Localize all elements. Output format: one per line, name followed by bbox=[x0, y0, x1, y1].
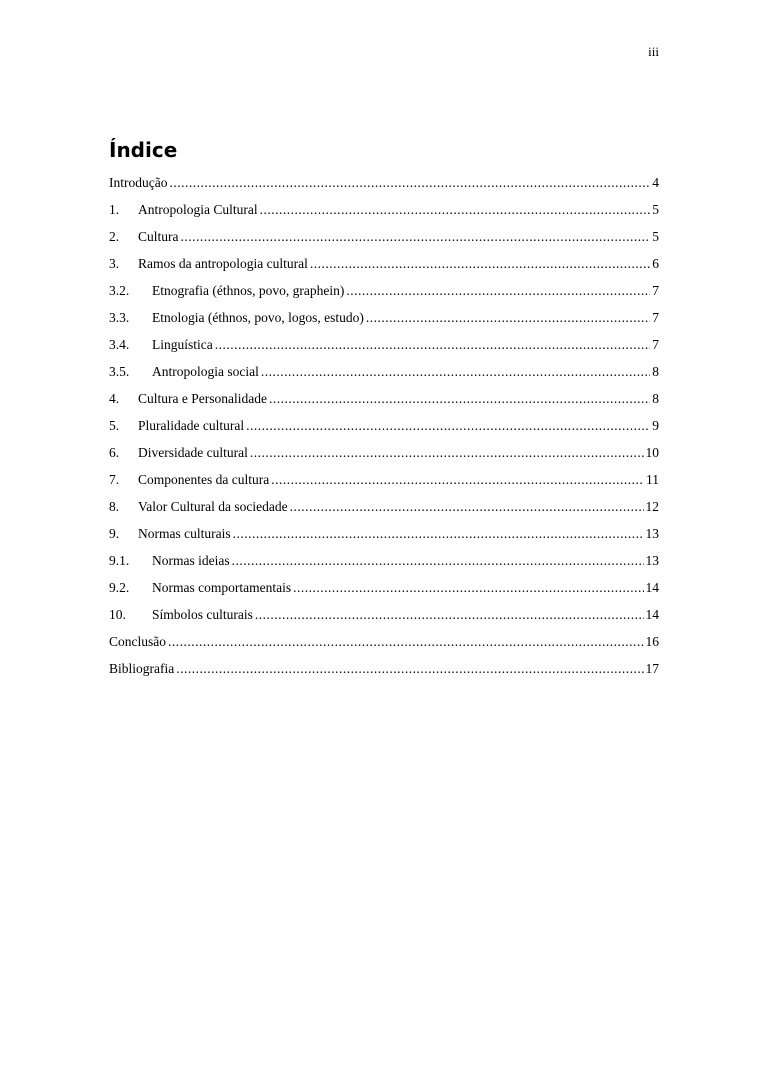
toc-entry-title: Símbolos culturais bbox=[152, 607, 253, 622]
toc-dot-leader bbox=[290, 493, 644, 520]
toc-entry[interactable] bbox=[109, 169, 659, 196]
toc-dot-leader bbox=[176, 655, 643, 682]
toc-entry-title: Pluralidade cultural bbox=[138, 418, 245, 433]
toc-dot-leader bbox=[261, 358, 650, 385]
toc-entry-title: Cultura bbox=[138, 229, 179, 244]
toc-dot-leader bbox=[169, 169, 650, 196]
toc-dot-leader bbox=[260, 196, 651, 223]
toc-entry-number: 8. bbox=[109, 499, 120, 514]
toc-entry-title: Bibliografia bbox=[109, 661, 175, 676]
toc-entry[interactable] bbox=[109, 277, 659, 304]
toc-entry-number: 3.5. bbox=[109, 364, 130, 379]
toc-dot-leader bbox=[232, 547, 644, 574]
toc-entry-page: 13 bbox=[645, 553, 659, 568]
toc-entry-number: 9. bbox=[109, 526, 120, 541]
toc-entry[interactable] bbox=[109, 547, 659, 574]
toc-entry[interactable] bbox=[109, 439, 659, 466]
toc-dot-leader bbox=[168, 628, 644, 655]
toc-entry-number: 3.2. bbox=[109, 283, 130, 298]
toc-dot-leader bbox=[293, 574, 643, 601]
toc-entry-page: 4 bbox=[652, 175, 659, 190]
toc-entry-page: 13 bbox=[645, 526, 659, 541]
table-of-contents bbox=[109, 169, 659, 682]
toc-entry-title: Cultura e Personalidade bbox=[138, 391, 267, 406]
toc-entry-number: 5. bbox=[109, 418, 120, 433]
toc-entry-title: Etnografia (éthnos, povo, graphein) bbox=[152, 283, 345, 298]
toc-entry[interactable] bbox=[109, 385, 659, 412]
toc-entry-page: 9 bbox=[652, 418, 659, 433]
toc-entry-page: 17 bbox=[645, 661, 659, 676]
toc-dot-leader bbox=[271, 466, 644, 493]
toc-entry-page: 7 bbox=[652, 337, 659, 352]
toc-entry-title: Normas ideias bbox=[152, 553, 230, 568]
toc-entry[interactable] bbox=[109, 331, 659, 358]
toc-entry-number: 7. bbox=[109, 472, 120, 487]
toc-entry[interactable] bbox=[109, 412, 659, 439]
toc-entry-number: 9.1. bbox=[109, 553, 130, 568]
toc-entry-title: Linguística bbox=[152, 337, 213, 352]
toc-entry-page: 8 bbox=[652, 391, 659, 406]
toc-entry[interactable] bbox=[109, 466, 659, 493]
toc-entry-number: 2. bbox=[109, 229, 120, 244]
toc-entry-number: 1. bbox=[109, 202, 120, 217]
toc-entry-page: 5 bbox=[652, 202, 659, 217]
toc-dot-leader bbox=[215, 331, 651, 358]
page-number: iii bbox=[648, 44, 659, 59]
toc-entry-page: 14 bbox=[645, 607, 659, 622]
toc-dot-leader bbox=[366, 304, 650, 331]
toc-entry-title: Introdução bbox=[109, 175, 168, 190]
toc-entry-title: Normas culturais bbox=[138, 526, 231, 541]
toc-dot-leader bbox=[246, 412, 650, 439]
toc-dot-leader bbox=[181, 223, 651, 250]
toc-entry[interactable] bbox=[109, 250, 659, 277]
toc-entry-title: Componentes da cultura bbox=[138, 472, 270, 487]
toc-dot-leader bbox=[346, 277, 650, 304]
toc-entry-page: 6 bbox=[652, 256, 659, 271]
toc-entry-number: 9.2. bbox=[109, 580, 130, 595]
toc-entry-title: Ramos da antropologia cultural bbox=[138, 256, 308, 271]
toc-entry[interactable] bbox=[109, 493, 659, 520]
toc-entry-number: 3. bbox=[109, 256, 120, 271]
toc-entry-page: 14 bbox=[645, 580, 659, 595]
toc-entry[interactable] bbox=[109, 601, 659, 628]
toc-entry-number: 4. bbox=[109, 391, 120, 406]
toc-entry-number: 3.3. bbox=[109, 310, 130, 325]
toc-entry-page: 12 bbox=[645, 499, 659, 514]
toc-entry-page: 10 bbox=[645, 445, 659, 460]
toc-entry-title: Antropologia Cultural bbox=[138, 202, 258, 217]
toc-entry-title: Normas comportamentais bbox=[152, 580, 292, 595]
toc-entry[interactable] bbox=[109, 655, 659, 682]
toc-entry-title: Etnologia (éthnos, povo, logos, estudo) bbox=[152, 310, 364, 325]
toc-dot-leader bbox=[250, 439, 644, 466]
toc-entry[interactable] bbox=[109, 196, 659, 223]
toc-entry-number: 10. bbox=[109, 607, 126, 622]
toc-entry[interactable] bbox=[109, 304, 659, 331]
toc-entry-page: 7 bbox=[652, 283, 659, 298]
toc-entry[interactable] bbox=[109, 574, 659, 601]
toc-entry[interactable] bbox=[109, 520, 659, 547]
toc-entry-title: Conclusão bbox=[109, 634, 166, 649]
toc-entry-page: 8 bbox=[652, 364, 659, 379]
toc-entry-title: Valor Cultural da sociedade bbox=[138, 499, 288, 514]
toc-entry[interactable] bbox=[109, 628, 659, 655]
toc-entry-page: 16 bbox=[645, 634, 659, 649]
toc-entry-number: 3.4. bbox=[109, 337, 130, 352]
toc-dot-leader bbox=[233, 520, 644, 547]
toc-entry-page: 7 bbox=[652, 310, 659, 325]
toc-entry-page: 11 bbox=[646, 472, 659, 487]
toc-entry-title: Antropologia social bbox=[152, 364, 259, 379]
toc-dot-leader bbox=[269, 385, 650, 412]
toc-dot-leader bbox=[255, 601, 644, 628]
toc-entry-number: 6. bbox=[109, 445, 120, 460]
toc-entry-page: 5 bbox=[652, 229, 659, 244]
toc-entry[interactable] bbox=[109, 223, 659, 250]
toc-entry-title: Diversidade cultural bbox=[138, 445, 248, 460]
toc-dot-leader bbox=[310, 250, 650, 277]
toc-entry[interactable] bbox=[109, 358, 659, 385]
page-title: Índice bbox=[109, 138, 178, 162]
